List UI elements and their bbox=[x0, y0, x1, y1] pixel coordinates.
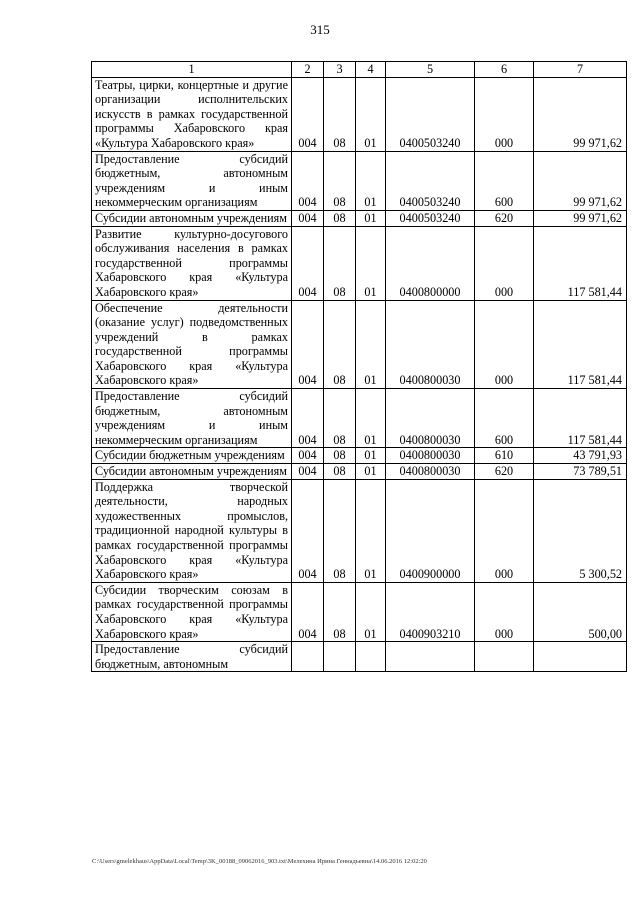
row-amount: 43 791,93 bbox=[534, 448, 627, 464]
row-section-code: 08 bbox=[324, 448, 356, 464]
row-section-code: 08 bbox=[324, 226, 356, 300]
row-name: Предоставление субсидий бюджетным, автономным bbox=[92, 642, 292, 672]
header-row bbox=[92, 62, 627, 78]
row-expense-type-code: 000 bbox=[475, 226, 534, 300]
row-subsection-code: 01 bbox=[356, 464, 386, 480]
header-cell-1: 1 bbox=[92, 62, 292, 78]
row-amount: 117 581,44 bbox=[534, 226, 627, 300]
header-cell-2: 2 bbox=[292, 62, 324, 78]
row-amount: 73 789,51 bbox=[534, 464, 627, 480]
row-amount: 117 581,44 bbox=[534, 389, 627, 448]
row-target-code: 0400503240 bbox=[386, 77, 475, 151]
row-section-code: 08 bbox=[324, 464, 356, 480]
row-expense-type-code: 610 bbox=[475, 448, 534, 464]
header-cell-4: 4 bbox=[356, 62, 386, 78]
row-target-code: 0400800030 bbox=[386, 300, 475, 389]
table-row bbox=[92, 464, 627, 480]
header-cell-7: 7 bbox=[534, 62, 627, 78]
row-expense-type-code: 620 bbox=[475, 210, 534, 226]
row-expense-type-code bbox=[475, 642, 534, 672]
row-expense-type-code: 600 bbox=[475, 151, 534, 210]
header-cell-6: 6 bbox=[475, 62, 534, 78]
row-ministry-code: 004 bbox=[292, 479, 324, 582]
row-subsection-code: 01 bbox=[356, 389, 386, 448]
row-expense-type-code: 600 bbox=[475, 389, 534, 448]
row-target-code: 0400800000 bbox=[386, 226, 475, 300]
row-expense-type-code: 620 bbox=[475, 464, 534, 480]
row-section-code: 08 bbox=[324, 77, 356, 151]
row-ministry-code: 004 bbox=[292, 448, 324, 464]
table-row bbox=[92, 642, 627, 672]
footer-path: C:\Users\gmelekhaus\AppData\Local\Temp\3K_00188_09062016_903.txt\Мелехина Ирина Геннадьевна\14.06.2016 12:02:20 bbox=[92, 858, 427, 865]
row-name: Субсидии автономным учреждениям bbox=[92, 210, 292, 226]
row-section-code bbox=[324, 642, 356, 672]
table-row bbox=[92, 300, 627, 389]
table-row bbox=[92, 77, 627, 151]
row-section-code: 08 bbox=[324, 210, 356, 226]
row-name: Предоставление субсидий бюджетным, автономным учреждениям и иным некоммерческим организациям bbox=[92, 389, 292, 448]
header-cell-3: 3 bbox=[324, 62, 356, 78]
row-name: Предоставление субсидий бюджетным, автономным учреждениям и иным некоммерческим организациям bbox=[92, 151, 292, 210]
row-amount bbox=[534, 642, 627, 672]
row-amount: 117 581,44 bbox=[534, 300, 627, 389]
row-ministry-code: 004 bbox=[292, 582, 324, 641]
row-amount: 99 971,62 bbox=[534, 210, 627, 226]
row-amount: 99 971,62 bbox=[534, 151, 627, 210]
row-target-code: 0400503240 bbox=[386, 210, 475, 226]
table-row bbox=[92, 448, 627, 464]
table-row bbox=[92, 389, 627, 448]
row-expense-type-code: 000 bbox=[475, 479, 534, 582]
row-subsection-code: 01 bbox=[356, 479, 386, 582]
row-subsection-code: 01 bbox=[356, 582, 386, 641]
table-row bbox=[92, 151, 627, 210]
row-amount: 99 971,62 bbox=[534, 77, 627, 151]
row-section-code: 08 bbox=[324, 151, 356, 210]
row-ministry-code: 004 bbox=[292, 464, 324, 480]
row-section-code: 08 bbox=[324, 389, 356, 448]
row-expense-type-code: 000 bbox=[475, 582, 534, 641]
row-subsection-code: 01 bbox=[356, 448, 386, 464]
row-name: Субсидии бюджетным учреждениям bbox=[92, 448, 292, 464]
row-target-code: 0400503240 bbox=[386, 151, 475, 210]
page-number: 315 bbox=[310, 22, 330, 37]
row-ministry-code: 004 bbox=[292, 226, 324, 300]
row-ministry-code bbox=[292, 642, 324, 672]
row-target-code bbox=[386, 642, 475, 672]
row-subsection-code: 01 bbox=[356, 151, 386, 210]
table-row bbox=[92, 210, 627, 226]
row-name: Обеспечение деятельности (оказание услуг) подведомственных учреждений в рамках государственной программы Хабаровского края «Культура Хабаровского края» bbox=[92, 300, 292, 389]
row-name: Поддержка творческой деятельности, народных художественных промыслов, традиционной народной культуры в рамках государственной программы Хабаровского края «Культура Хабаровского края» bbox=[92, 479, 292, 582]
row-name: Субсидии творческим союзам в рамках государственной программы Хабаровского края «Культура Хабаровского края» bbox=[92, 582, 292, 641]
row-name: Театры, цирки, концертные и другие организации исполнительских искусств в рамках государственной программы Хабаровского края «Культура Хабаровского края» bbox=[92, 77, 292, 151]
table-row bbox=[92, 226, 627, 300]
row-ministry-code: 004 bbox=[292, 389, 324, 448]
header-cell-5: 5 bbox=[386, 62, 475, 78]
row-name: Развитие культурно-досугового обслуживания населения в рамках государственной программы Хабаровского края «Культура Хабаровского края» bbox=[92, 226, 292, 300]
row-amount: 500,00 bbox=[534, 582, 627, 641]
table-row bbox=[92, 479, 627, 582]
row-section-code: 08 bbox=[324, 479, 356, 582]
row-target-code: 0400903210 bbox=[386, 582, 475, 641]
row-section-code: 08 bbox=[324, 300, 356, 389]
row-target-code: 0400900000 bbox=[386, 479, 475, 582]
row-amount: 5 300,52 bbox=[534, 479, 627, 582]
row-section-code: 08 bbox=[324, 582, 356, 641]
row-target-code: 0400800030 bbox=[386, 389, 475, 448]
table-row bbox=[92, 582, 627, 641]
row-expense-type-code: 000 bbox=[475, 300, 534, 389]
row-expense-type-code: 000 bbox=[475, 77, 534, 151]
row-ministry-code: 004 bbox=[292, 151, 324, 210]
row-subsection-code bbox=[356, 642, 386, 672]
row-subsection-code: 01 bbox=[356, 77, 386, 151]
row-ministry-code: 004 bbox=[292, 77, 324, 151]
row-subsection-code: 01 bbox=[356, 300, 386, 389]
budget-table bbox=[91, 61, 627, 672]
row-target-code: 0400800030 bbox=[386, 448, 475, 464]
row-ministry-code: 004 bbox=[292, 210, 324, 226]
row-name: Субсидии автономным учреждениям bbox=[92, 464, 292, 480]
row-ministry-code: 004 bbox=[292, 300, 324, 389]
row-subsection-code: 01 bbox=[356, 210, 386, 226]
row-subsection-code: 01 bbox=[356, 226, 386, 300]
row-target-code: 0400800030 bbox=[386, 464, 475, 480]
